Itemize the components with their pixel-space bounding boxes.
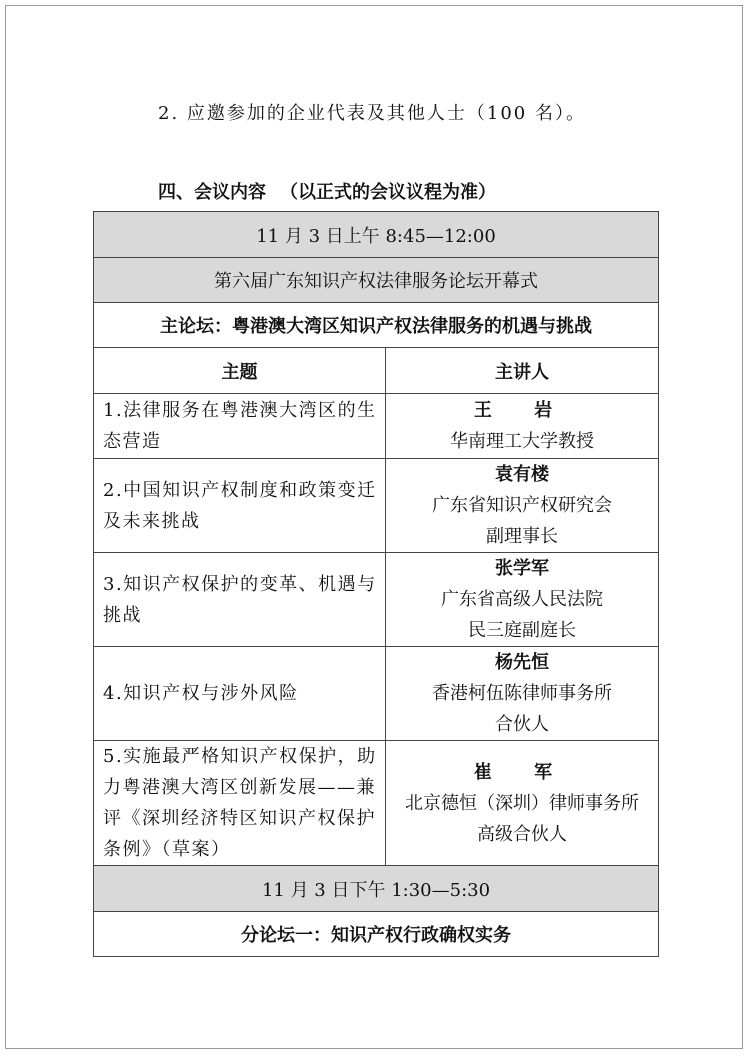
main-forum-title: 主论坛：粤港澳大湾区知识产权法律服务的机遇与挑战 <box>94 303 659 348</box>
speaker-position: 副理事长 <box>486 526 558 547</box>
table-row <box>94 741 659 866</box>
table-row <box>94 459 659 553</box>
speaker-name: 崔 军 <box>473 761 571 783</box>
topic-cell: 3.知识产权保护的变革、机遇与挑战 <box>94 553 386 647</box>
speaker-title: 广东省高级人民法院 <box>441 589 603 610</box>
section-heading-note: （以正式的会议议程为准） <box>280 182 496 203</box>
speaker-cell <box>386 553 659 647</box>
main-forum-row <box>94 303 659 348</box>
opening-row <box>94 258 659 303</box>
topic-cell: 5.实施最严格知识产权保护，助力粤港澳大湾区创新发展——兼评《深圳经济特区知识产权保护条例》（草案） <box>94 741 386 866</box>
section-heading <box>158 178 496 204</box>
speaker-position: 合伙人 <box>495 714 549 735</box>
speaker-name: 王 岩 <box>473 400 571 421</box>
topic-cell: 4.知识产权与涉外风险 <box>94 647 386 741</box>
column-header-speaker: 主讲人 <box>386 348 659 394</box>
topic-cell: 1.法律服务在粤港澳大湾区的生态营造 <box>94 394 386 459</box>
topic-cell: 2.中国知识产权制度和政策变迁及未来挑战 <box>94 459 386 553</box>
speaker-name: 袁有楼 <box>495 464 549 485</box>
speaker-title: 广东省知识产权研究会 <box>432 495 612 516</box>
agenda-table <box>93 211 659 957</box>
speaker-cell <box>386 394 659 459</box>
table-row <box>94 647 659 741</box>
speaker-cell <box>386 741 659 866</box>
speaker-title: 香港柯伍陈律师事务所 <box>432 683 612 704</box>
speaker-title: 华南理工大学教授 <box>450 431 594 452</box>
speaker-cell <box>386 459 659 553</box>
afternoon-time: 11 月 3 日下午 1:30—5:30 <box>94 866 659 912</box>
section-heading-title: 四、会议内容 <box>158 182 266 203</box>
morning-time-row <box>94 212 659 258</box>
header-row <box>94 348 659 394</box>
speaker-position: 高级合伙人 <box>477 823 567 845</box>
afternoon-time-row <box>94 866 659 912</box>
opening-ceremony: 第六届广东知识产权法律服务论坛开幕式 <box>94 258 659 303</box>
table-row <box>94 553 659 647</box>
column-header-topic: 主题 <box>94 348 386 394</box>
speaker-name: 杨先恒 <box>495 652 549 673</box>
sub-forum-title: 分论坛一：知识产权行政确权实务 <box>94 912 659 957</box>
sub-forum-row <box>94 912 659 957</box>
table-row <box>94 394 659 459</box>
speaker-cell <box>386 647 659 741</box>
attendee-line: 2. 应邀参加的企业代表及其他人士（100 名）。 <box>158 103 586 124</box>
speaker-title: 北京德恒（深圳）律师事务所 <box>405 792 639 814</box>
morning-time: 11 月 3 日上午 8:45—12:00 <box>94 212 659 258</box>
speaker-name: 张学军 <box>495 558 549 579</box>
speaker-position: 民三庭副庭长 <box>468 620 576 641</box>
